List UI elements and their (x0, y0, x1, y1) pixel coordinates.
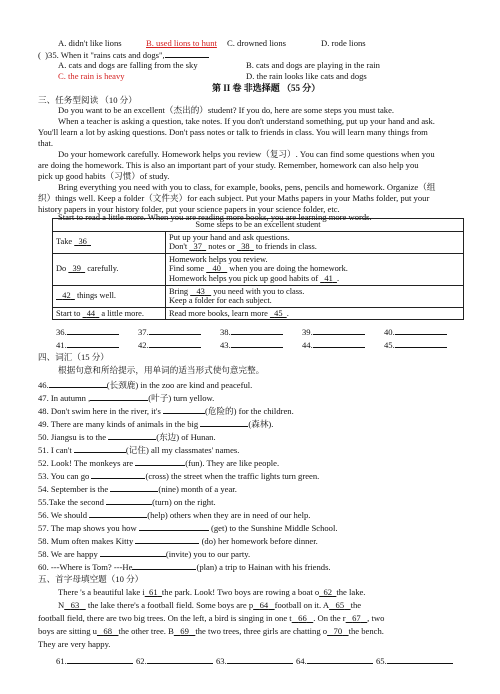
vocab-item-58: 58. Mum often makes Kitty (do) her homework before dinner. (38, 536, 318, 546)
section5-title: 五、首字母填空题（10 分） (38, 574, 144, 584)
q35-stem: ( )35. When it "rains cats and dogs", (38, 49, 209, 60)
vocab-item-57: 57. The map shows you how (get) to the Sunshine Middle School. (38, 523, 338, 533)
passage-line: history papers in your history folder, put your science papers in your science folder, etc. (38, 204, 340, 214)
vocab-item-56: 56. We should (help) others when they are in need of our help. (38, 510, 311, 520)
q34-option-a: A. didn't like lions (58, 38, 122, 48)
answer-blank-65[interactable]: 65. (376, 655, 453, 666)
answer-blank-44[interactable]: 44. (302, 339, 365, 350)
vocab-item-53: 53. You can go (cross) the street when the traffic lights turn green. (38, 471, 320, 481)
vocab-item-59: 58. We are happy (invite) you to our party. (38, 549, 251, 559)
table-row: Take 36 Put up your hand and ask questions. Don't 37 notes or 38 to friends in class. (53, 231, 464, 253)
table-row: Start to 44 a little more. Read more books, learn more 45 . (53, 307, 464, 320)
q34-option-b: B. used lions to hunt (146, 38, 217, 48)
vocab-item-49: 49. There are many kinds of animals in the big (森林). (38, 419, 274, 429)
passage-line: that. (38, 138, 54, 148)
cloze-line: boys are sitting u 68 the other tree. B 69 the two trees, three girls are chatting o 70 the bench. (38, 626, 384, 636)
answer-blank-62[interactable]: 62. (136, 655, 213, 666)
vocab-item-51: 51. I can't (记住) all my classmates' names. (38, 445, 240, 455)
vocab-item-54: 54. September is the (nine) month of a year. (38, 484, 237, 494)
answer-blank-63[interactable]: 63. (216, 655, 293, 666)
cloze-line: football field, there are two big trees. On the left, a bird is singing in one t 66 . On the r 67 , two (38, 613, 385, 623)
table-row: Do 39 carefully. Homework helps you review. Find some 40 when you are doing the homework. Homework helps you pick up good habits of 41 . (53, 253, 464, 285)
passage-line: Do your homework carefully. Homework helps you review（复习）. You can find some questions when you (58, 149, 435, 159)
passage-line: Do you want to be an excellent（杰出的）student? If you do, here are some steps you must take. (58, 105, 395, 115)
answer-blank-64[interactable]: 64. (296, 655, 373, 666)
cloze-line: There 's a beautiful lake i 61 the park. Look! Two boys are rowing a boat o 62 the lake. (58, 587, 366, 597)
answer-blank-40[interactable]: 40. (384, 326, 447, 337)
passage-line: You'll learn a lot by asking questions. Don't pass notes or talk to friends in class. You will learn many things from (38, 127, 428, 137)
q35-option-d: D. the rain looks like cats and dogs (246, 71, 367, 81)
steps-table (52, 218, 464, 320)
section4-instruction: 根据句意和所给提示，用单词的适当形式使句意完整。 (58, 365, 265, 375)
answer-blank-42[interactable]: 42. (138, 339, 201, 350)
vocab-item-50: 50. Jiangsu is to the (东边) of Hunan. (38, 432, 216, 442)
q35-option-b: B. cats and dogs are playing in the rain (246, 60, 380, 70)
table-caption: Some steps to be an excellent student (53, 219, 464, 232)
answer-blank-41[interactable]: 41. (56, 339, 119, 350)
table-row: 42 things well. Bring 43 you need with you to class. Keep a folder for each subject. (53, 285, 464, 307)
q34-option-d: D. rode lions (321, 38, 366, 48)
answer-blank-45[interactable]: 45. (384, 339, 447, 350)
vocab-item-47: 47. In autumn , (叶子) turn yellow. (38, 393, 215, 403)
passage-line: When a teacher is asking a question, take notes. If you don't understand something, put up your hand and ask. (58, 116, 435, 126)
part2-title: 第 II 卷 非选择题 （55 分） (212, 83, 321, 93)
answer-blank-39[interactable]: 39. (302, 326, 365, 337)
q34-option-c: C. drowned lions (227, 38, 286, 48)
answer-blank-61[interactable]: 61. (56, 655, 133, 666)
answer-blank-37[interactable]: 37. (138, 326, 201, 337)
passage-line: 织）things well. Keep a folder（文件夹）for each subject. Put your Maths papers in your Maths folder, put your (38, 193, 430, 203)
vocab-item-52: 52. Look! The monkeys are (fun). They are like people. (38, 458, 280, 468)
vocab-item-60: 60. ---Where is Tom? ---He (plan) a trip to Hainan with his friends. (38, 562, 331, 572)
passage-line: Bring everything you need with you to class, for example, books, pens, pencils and homework. Organize（组 (58, 182, 436, 192)
section4-title: 四、词汇（15 分） (38, 352, 109, 362)
vocab-item-46: 46. (长颈鹿) in the zoo are kind and peaceful. (38, 380, 253, 390)
cloze-line: They are very happy. (38, 639, 111, 649)
q35-option-a: A. cats and dogs are falling from the sky (58, 60, 198, 70)
section3-title: 三、任务型阅读 （10 分） (38, 95, 137, 105)
vocab-item-55: 55.Take the second (turn) on the right. (38, 497, 216, 507)
cloze-line: N 63 the lake there's a football field. Some boys are p 64 football on it. A 65 the (58, 600, 362, 610)
vocab-item-48: 48. Don't swim here in the river, it's (危险的) for the children. (38, 406, 294, 416)
passage-line: pick up good habits（习惯）of study. (38, 171, 170, 181)
passage-line: are doing the homework. This is also an important part of your study. Remember, homework can also help you (38, 160, 419, 170)
answer-blank-36[interactable]: 36. (56, 326, 119, 337)
answer-blank-43[interactable]: 43. (220, 339, 283, 350)
answer-blank-38[interactable]: 38. (220, 326, 283, 337)
q35-option-c: C. the rain is heavy (58, 71, 125, 81)
passage-line: Start to read a little more. When you are reading more books, you are learning more words. (58, 212, 372, 222)
